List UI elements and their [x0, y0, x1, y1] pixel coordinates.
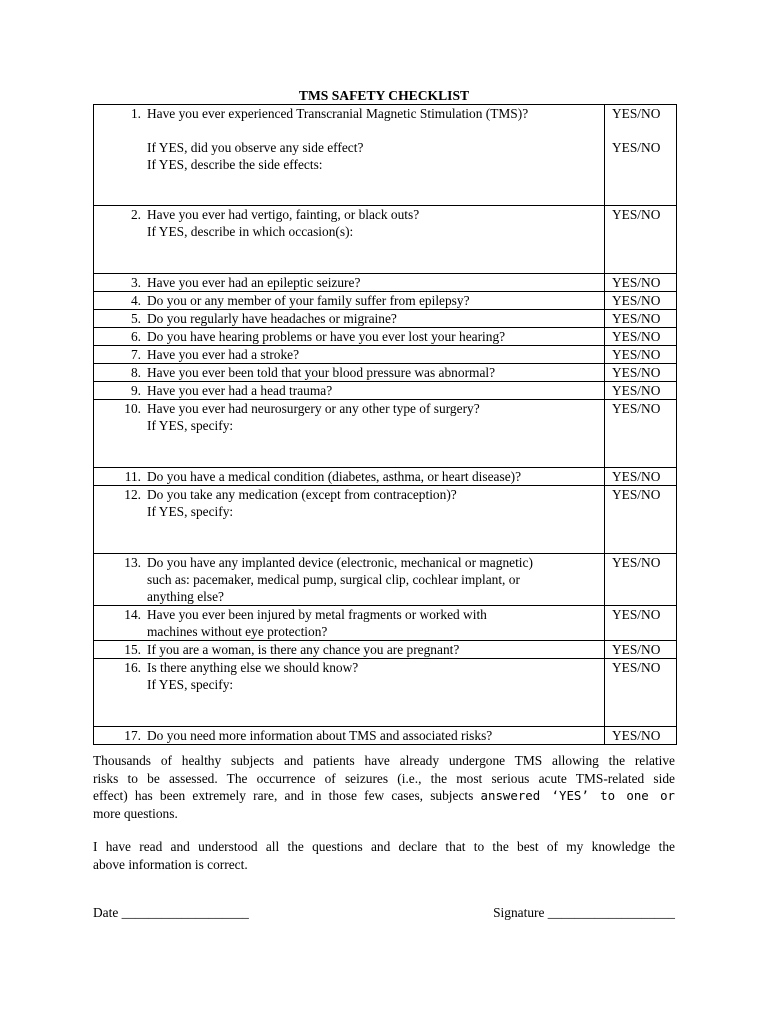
question-followup: If YES, specify:: [147, 677, 234, 692]
paragraph-line: Thousands of healthy subjects and patients have already undergone TMS allowing the relative: [93, 753, 675, 768]
answer-yes-no[interactable]: YES/NO: [612, 106, 661, 121]
question-number: 8.: [130, 365, 141, 380]
question-number: 11.: [124, 469, 141, 484]
table-row: [94, 292, 677, 310]
question-text: Is there anything else we should know?: [147, 660, 359, 675]
answer-cell[interactable]: [605, 606, 677, 641]
answer-cell[interactable]: [605, 310, 677, 328]
question-number: 2.: [130, 207, 141, 222]
question-text-continued: anything else?: [147, 589, 224, 604]
question-number: 14.: [124, 607, 141, 622]
question-cell: [94, 727, 605, 745]
paragraph-line: [93, 787, 675, 805]
table-row: [94, 206, 677, 274]
question-text: Do you have any implanted device (electronic, mechanical or magnetic): [147, 555, 533, 570]
question-text: Do you need more information about TMS and associated risks?: [147, 728, 493, 743]
question-number: 16.: [124, 660, 141, 675]
answer-yes-no[interactable]: YES/NO: [612, 642, 661, 657]
table-row: [94, 364, 677, 382]
question-text-continued: such as: pacemaker, medical pump, surgical clip, cochlear implant, or: [147, 572, 520, 587]
question-number: 15.: [124, 642, 141, 657]
table-row: [94, 274, 677, 292]
question-cell: [94, 486, 605, 554]
question-number: 17.: [124, 728, 141, 743]
answer-cell[interactable]: [605, 382, 677, 400]
answer-cell[interactable]: [605, 659, 677, 727]
question-cell: [94, 400, 605, 468]
question-number: 1.: [130, 106, 141, 121]
question-text: Have you ever experienced Transcranial Magnetic Stimulation (TMS)?: [147, 106, 529, 121]
question-text: Do you have hearing problems or have you ever lost your hearing?: [147, 329, 506, 344]
table-row: [94, 105, 677, 206]
answer-yes-no[interactable]: YES/NO: [612, 469, 661, 484]
question-text: Have you ever had an epileptic seizure?: [147, 275, 361, 290]
paragraph-line: I have read and understood all the questions and declare that to the best of my knowledge the: [93, 839, 675, 854]
question-followup: If YES, did you observe any side effect?: [147, 140, 364, 155]
answer-yes-no[interactable]: YES/NO: [612, 728, 661, 743]
table-row: [94, 554, 677, 606]
signature-footer: [93, 904, 675, 922]
question-followup: If YES, specify:: [147, 418, 234, 433]
answer-cell[interactable]: [605, 468, 677, 486]
question-followup: If YES, describe the side effects:: [147, 157, 323, 172]
question-cell: [94, 310, 605, 328]
answer-yes-no[interactable]: YES/NO: [612, 275, 661, 290]
question-cell: [94, 554, 605, 606]
question-number: 4.: [130, 293, 141, 308]
table-row: [94, 486, 677, 554]
question-text: Have you ever had vertigo, fainting, or black outs?: [147, 207, 420, 222]
question-number: 13.: [124, 555, 141, 570]
question-text: Have you ever had a head trauma?: [147, 383, 333, 398]
answer-cell[interactable]: [605, 292, 677, 310]
question-number: 6.: [130, 329, 141, 344]
answer-cell[interactable]: [605, 274, 677, 292]
answer-cell[interactable]: [605, 105, 677, 206]
answer-cell[interactable]: [605, 486, 677, 554]
answer-yes-no[interactable]: YES/NO: [612, 607, 661, 622]
question-number: 7.: [130, 347, 141, 362]
answer-cell[interactable]: [605, 206, 677, 274]
question-text: Have you ever been injured by metal fragments or worked with: [147, 607, 487, 622]
question-cell: [94, 641, 605, 659]
table-row: [94, 328, 677, 346]
table-row: [94, 346, 677, 364]
question-text: Do you have a medical condition (diabetes, asthma, or heart disease)?: [147, 469, 522, 484]
question-cell: [94, 206, 605, 274]
answer-yes-no[interactable]: YES/NO: [612, 365, 661, 380]
question-text: Do you regularly have headaches or migraine?: [147, 311, 397, 326]
paragraph-text: effect) has been extremely rare, and in those few cases, subjects: [93, 788, 481, 803]
question-number: 10.: [124, 401, 141, 416]
answer-cell[interactable]: [605, 400, 677, 468]
table-row: [94, 310, 677, 328]
question-followup: If YES, describe in which occasion(s):: [147, 224, 354, 239]
answer-yes-no[interactable]: YES/NO: [612, 329, 661, 344]
question-cell: [94, 346, 605, 364]
answer-yes-no[interactable]: YES/NO: [612, 383, 661, 398]
date-field[interactable]: Date ___________________: [93, 905, 249, 920]
answer-yes-no[interactable]: YES/NO: [612, 140, 661, 155]
question-number: 3.: [130, 275, 141, 290]
question-number: 5.: [130, 311, 141, 326]
question-cell: [94, 606, 605, 641]
answer-cell[interactable]: [605, 554, 677, 606]
question-cell: [94, 328, 605, 346]
question-cell: [94, 274, 605, 292]
table-row: [94, 641, 677, 659]
paragraph-text-mono: answered ‘YES’ to one or: [480, 788, 675, 803]
risk-information-paragraph: [93, 752, 675, 822]
question-cell: [94, 292, 605, 310]
question-text: Have you ever been told that your blood pressure was abnormal?: [147, 365, 496, 380]
answer-cell[interactable]: [605, 346, 677, 364]
question-text: Do you or any member of your family suffer from epilepsy?: [147, 293, 470, 308]
checklist-table: [93, 104, 677, 745]
question-text: Have you ever had neurosurgery or any other type of surgery?: [147, 401, 480, 416]
question-text: If you are a woman, is there any chance you are pregnant?: [147, 642, 460, 657]
table-row: [94, 659, 677, 727]
answer-yes-no[interactable]: YES/NO: [612, 311, 661, 326]
declaration-paragraph: [93, 838, 675, 873]
question-number: 9.: [130, 383, 141, 398]
paragraph-line: risks to be assessed. The occurrence of seizures (i.e., the most serious acute TMS-related side: [93, 770, 675, 786]
question-cell: [94, 468, 605, 486]
table-row: [94, 468, 677, 486]
answer-yes-no[interactable]: YES/NO: [612, 555, 661, 570]
table-row: [94, 606, 677, 641]
question-text-continued: machines without eye protection?: [147, 624, 328, 639]
question-followup: If YES, specify:: [147, 504, 234, 519]
answer-yes-no[interactable]: YES/NO: [612, 660, 661, 675]
answer-yes-no[interactable]: YES/NO: [612, 487, 661, 502]
answer-cell[interactable]: [605, 641, 677, 659]
answer-yes-no[interactable]: YES/NO: [612, 207, 661, 222]
checklist-title: TMS SAFETY CHECKLIST: [298, 88, 470, 103]
answer-yes-no[interactable]: YES/NO: [612, 293, 661, 308]
answer-cell[interactable]: [605, 328, 677, 346]
answer-yes-no[interactable]: YES/NO: [612, 401, 661, 416]
table-row: [94, 382, 677, 400]
question-text: Do you take any medication (except from contraception)?: [147, 487, 457, 502]
paragraph-line: more questions.: [93, 805, 178, 821]
paragraph-line: above information is correct.: [93, 856, 248, 872]
table-row: [94, 727, 677, 745]
question-cell: [94, 659, 605, 727]
question-cell: [94, 105, 605, 206]
question-text: Have you ever had a stroke?: [147, 347, 300, 362]
signature-field[interactable]: Signature ___________________: [493, 905, 675, 920]
answer-cell[interactable]: [605, 727, 677, 745]
answer-cell[interactable]: [605, 364, 677, 382]
table-row: [94, 400, 677, 468]
answer-yes-no[interactable]: YES/NO: [612, 347, 661, 362]
question-number: 12.: [124, 487, 141, 502]
question-cell: [94, 364, 605, 382]
question-cell: [94, 382, 605, 400]
